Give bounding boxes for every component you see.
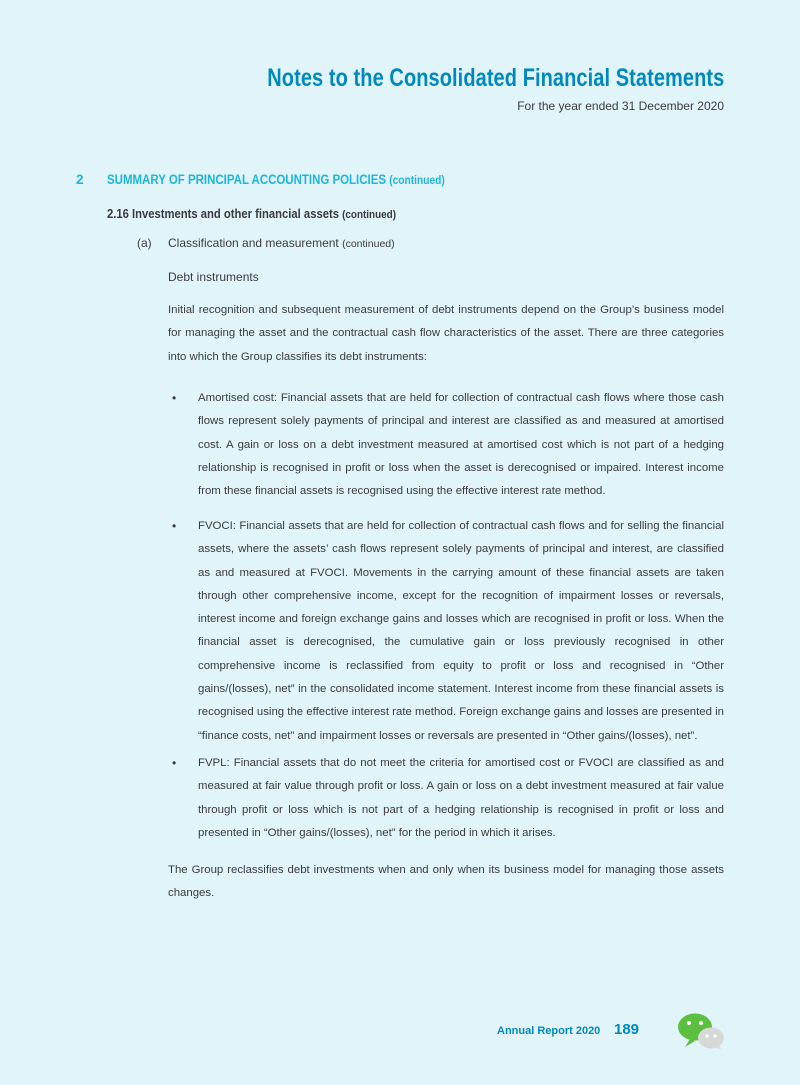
section-continued: (continued) [389,173,445,187]
section-title: SUMMARY OF PRINCIPAL ACCOUNTING POLICIES [107,172,387,187]
bullet-marker: • [172,519,177,533]
wechat-logo-icon [676,1011,726,1051]
intro-paragraph: Initial recognition and subsequent measurement of debt instruments depend on the Group’s business model for managing the asset and the contractual cash flow characteristics of the asset. There are three categories into which the Group classifies its debt instruments: [168,304,724,363]
debt-instruments-heading: Debt instruments [168,270,259,284]
closing-paragraph: The Group reclassifies debt investments when and only when its business model for managing those assets changes. [168,864,724,900]
bullet-fvoci: FVOCI: Financial assets that are held for collection of contractual cash flows and for selling the financial assets, where the assets’ cash flows represent solely payments of principal and interest, are classified as and measured at FVOCI. Movements in the carrying amount of these financial assets are taken through other comprehensive income, except for the recognition of impairment losses or reversals, interest income and foreign exchange gains and losses which are recognised in profit or loss. When the financial asset is derecognised, the cumulative gain or loss previously recognised in other comprehensive income is reclassified from equity to profit or loss and recognised in “Other gains/(losses), net” in the consolidated income statement. Interest income from these financial assets is recognised using the effective interest rate method. Foreign exchange gains and losses are presented in “finance costs, net” and impairment losses or reversals are presented in “Other gains/(losses), net”. [198,520,724,742]
subsection-title: 2.16 Investments and other financial assets [107,207,339,221]
section-title-wrap [107,172,445,187]
page-subtitle: For the year ended 31 December 2020 [517,99,724,113]
subsection-continued: (continued) [342,209,397,221]
footer-report-label: Annual Report 2020 [497,1025,601,1037]
item-heading [168,236,395,250]
page-title: Notes to the Consolidated Financial Statements [266,64,724,92]
item-continued: (continued) [342,238,395,250]
subsection-heading [107,207,396,221]
page-number: 189 [614,1021,640,1038]
bullet-fvpl: FVPL: Financial assets that do not meet the criteria for amortised cost or FVOCI are classified as and measured at fair value through profit or loss. A gain or loss on a debt investment measured at fair value through profit or loss which is not part of a hedging relationship is recognised in profit or loss and presented in “Other gains/(losses), net” for the period in which it arises. [198,757,724,839]
item-marker: (a) [137,236,152,250]
section-number: 2 [76,172,84,187]
bullet-amortised-cost: Amortised cost: Financial assets that are held for collection of contractual cash flows where those cash flows represent solely payments of principal and interest are classified as and measured at amortised cost. A gain or loss on a debt investment measured at amortised cost which is not part of a hedging relationship is recognised in profit or loss when the asset is derecognised or impaired. Interest income from these financial assets is recognised using the effective interest rate method. [198,392,724,498]
item-title: Classification and measurement [168,236,339,250]
bullet-marker: • [172,391,177,405]
bullet-marker: • [172,756,177,770]
